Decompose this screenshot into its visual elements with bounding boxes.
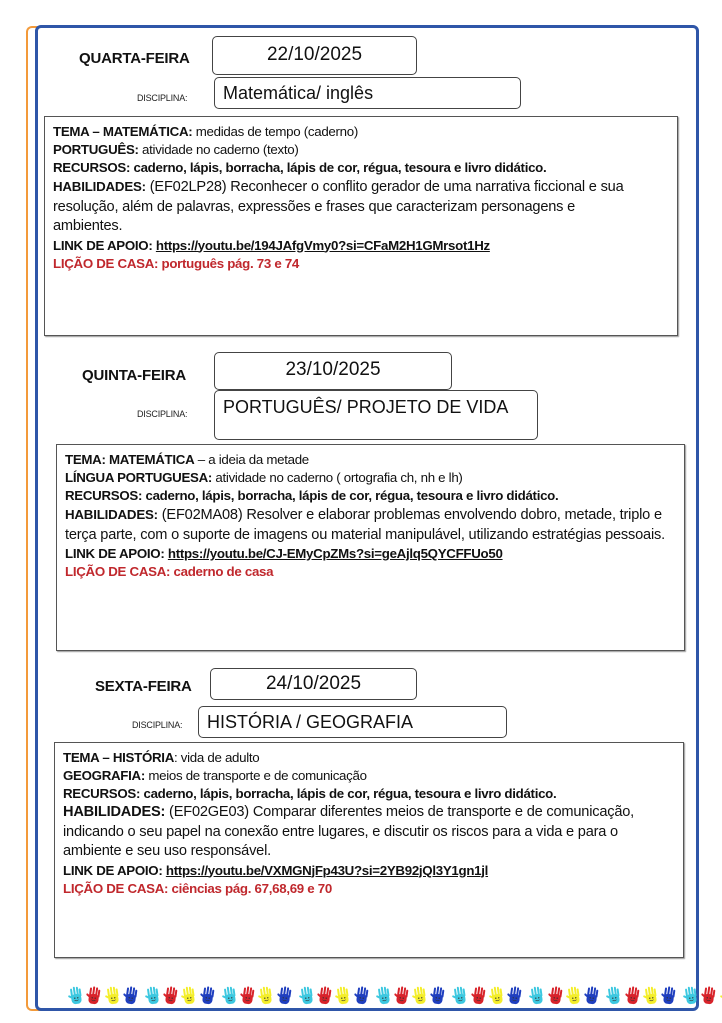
discipline-box: [214, 390, 538, 440]
hand-icon: [200, 986, 216, 1006]
subject-line: [63, 767, 675, 785]
lesson-content-box: [44, 116, 678, 336]
discipline-label: DISCIPLINA:: [137, 93, 188, 103]
hand-icon: [335, 986, 351, 1006]
hand-icon: [430, 986, 446, 1006]
hand-icon: [507, 986, 523, 1006]
hand-icon: [376, 986, 392, 1006]
hand-icon: [584, 986, 600, 1006]
hand-icon: [105, 986, 121, 1006]
hand-icon: [163, 986, 179, 1006]
day-label: QUARTA-FEIRA: [79, 50, 190, 67]
tema-line: [53, 123, 669, 141]
recursos-label: RECURSOS:: [65, 488, 143, 503]
homework-label: LIÇÃO DE CASA:: [53, 255, 159, 271]
homework-value: português pág. 73 e 74: [158, 255, 300, 271]
tema-value: : vida de adulto: [174, 750, 260, 765]
habilidades-label: HABILIDADES:: [53, 179, 146, 194]
support-link[interactable]: https://youtu.be/VXMGNjFp43U?si=2YB92jQl3Y1gn1jl: [165, 862, 489, 878]
hand-icon: [548, 986, 564, 1006]
lesson-content-box: [54, 742, 684, 958]
day-label: QUINTA-FEIRA: [82, 367, 186, 384]
support-link[interactable]: https://youtu.be/194JAfgVmy0?si=CFaM2H1GMrsot1Hz: [155, 237, 490, 253]
discipline-text: HISTÓRIA / GEOGRAFIA: [207, 712, 414, 732]
hand-icon: [683, 986, 699, 1006]
hands-border-decoration: [68, 984, 660, 1006]
hand-icon: [258, 986, 274, 1006]
hand-icon: [240, 986, 256, 1006]
hand-icon: [566, 986, 582, 1006]
hand-icon: [452, 986, 468, 1006]
homework-label: LIÇÃO DE CASA:: [63, 880, 169, 896]
link-line: [53, 237, 669, 255]
hand-icon: [277, 986, 293, 1006]
homework-line: [65, 563, 676, 581]
tema-value: medidas de tempo (caderno): [192, 124, 358, 139]
subject-label: PORTUGUÊS:: [53, 142, 139, 157]
recursos-line: [65, 487, 676, 505]
recursos-label: RECURSOS:: [63, 786, 141, 801]
hand-icon: [489, 986, 505, 1006]
hand-icon: [625, 986, 641, 1006]
homework-label: LIÇÃO DE CASA:: [65, 564, 171, 579]
recursos-line: [63, 785, 675, 803]
discipline-box: [214, 77, 521, 109]
hand-icon: [299, 986, 315, 1006]
homework-line: [53, 255, 669, 273]
link-line: [65, 545, 676, 563]
hand-icon: [123, 986, 139, 1006]
habilidades-value: (EF02MA08) Resolver e elaborar problemas envolvendo dobro, metade, triplo e terça parte, com o suporte de imagens ou material manipulável, utilizando estratégias pessoais.: [65, 507, 665, 543]
hand-icon: [643, 986, 659, 1006]
tema-line: [63, 749, 675, 767]
lesson-content-box: [56, 444, 685, 651]
subject-label: GEOGRAFIA:: [63, 768, 145, 783]
recursos-value: caderno, lápis, borracha, lápis de cor, régua, tesoura e livro didático.: [130, 160, 547, 175]
hand-icon: [86, 986, 102, 1006]
recursos-label: RECURSOS:: [53, 160, 131, 175]
subject-line: [65, 469, 676, 487]
tema-label: TEMA: MATEMÁTICA: [65, 452, 195, 467]
habilidades-label: HABILIDADES:: [65, 507, 158, 522]
tema-label: TEMA – HISTÓRIA: [63, 750, 174, 765]
homework-value: caderno de casa: [170, 564, 274, 579]
tema-line: [65, 451, 676, 469]
hand-icon: [317, 986, 333, 1006]
subject-value: meios de transporte e de comunicação: [144, 768, 367, 783]
support-link[interactable]: https://youtu.be/CJ-EMyCpZMs?si=geAjlq5QYCFFUo50: [167, 546, 503, 561]
tema-value: – a ideia da metade: [194, 452, 309, 467]
hand-icon: [145, 986, 161, 1006]
discipline-label: DISCIPLINA:: [137, 409, 188, 419]
link-line: [63, 862, 675, 880]
hand-icon: [181, 986, 197, 1006]
hand-icon: [354, 986, 370, 1006]
recursos-value: caderno, lápis, borracha, lápis de cor, régua, tesoura e livro didático.: [140, 786, 557, 801]
date-box: [210, 668, 417, 700]
link-label: LINK DE APOIO:: [65, 546, 168, 561]
discipline-text: Matemática/ inglês: [223, 83, 374, 103]
discipline-label: DISCIPLINA:: [132, 720, 183, 730]
subject-line: [53, 141, 669, 159]
hand-icon: [701, 986, 717, 1006]
link-label: LINK DE APOIO:: [53, 237, 156, 253]
subject-value: atividade no caderno (texto): [138, 142, 299, 157]
day-label: SEXTA-FEIRA: [95, 678, 192, 695]
hand-icon: [471, 986, 487, 1006]
date-box: [214, 352, 452, 390]
habilidades-value: (EF02GE03) Comparar diferentes meios de transporte e de comunicação, indicando o seu papel na conexão entre lugares, e discutir os riscos para a vida e para o ambiente e seu uso responsável.: [63, 804, 635, 859]
subject-value: atividade no caderno ( ortografia ch, nh e lh): [212, 470, 463, 485]
tema-label: TEMA – MATEMÁTICA:: [53, 124, 193, 139]
hand-icon: [394, 986, 410, 1006]
recursos-line: [53, 159, 669, 177]
hand-icon: [661, 986, 677, 1006]
date-text: 23/10/2025: [285, 359, 381, 380]
habilidades-line: [65, 505, 677, 545]
hand-icon: [68, 986, 84, 1006]
homework-value: ciências pág. 67,68,69 e 70: [168, 880, 332, 896]
homework-line: [63, 880, 675, 898]
habilidades-line: [63, 803, 663, 862]
habilidades-value: (EF02LP28) Reconhecer o conflito gerador de uma narrativa ficcional e sua resolução, além de palavras, expressões e frases que caracterizam personagens e ambientes.: [53, 179, 624, 234]
hand-icon: [529, 986, 545, 1006]
discipline-text: PORTUGUÊS/ PROJETO DE VIDA: [223, 397, 509, 417]
date-text: 24/10/2025: [265, 673, 362, 694]
link-label: LINK DE APOIO:: [63, 862, 166, 878]
date-text: 22/10/2025: [266, 44, 363, 65]
discipline-box: [198, 706, 507, 738]
recursos-value: caderno, lápis, borracha, lápis de cor, régua, tesoura e livro didático.: [142, 488, 559, 503]
date-box: [212, 36, 417, 75]
hand-icon: [412, 986, 428, 1006]
habilidades-line: [53, 177, 628, 237]
hand-icon: [222, 986, 238, 1006]
habilidades-label: HABILIDADES:: [63, 804, 166, 820]
subject-label: LÍNGUA PORTUGUESA:: [65, 470, 213, 485]
hand-icon: [606, 986, 622, 1006]
